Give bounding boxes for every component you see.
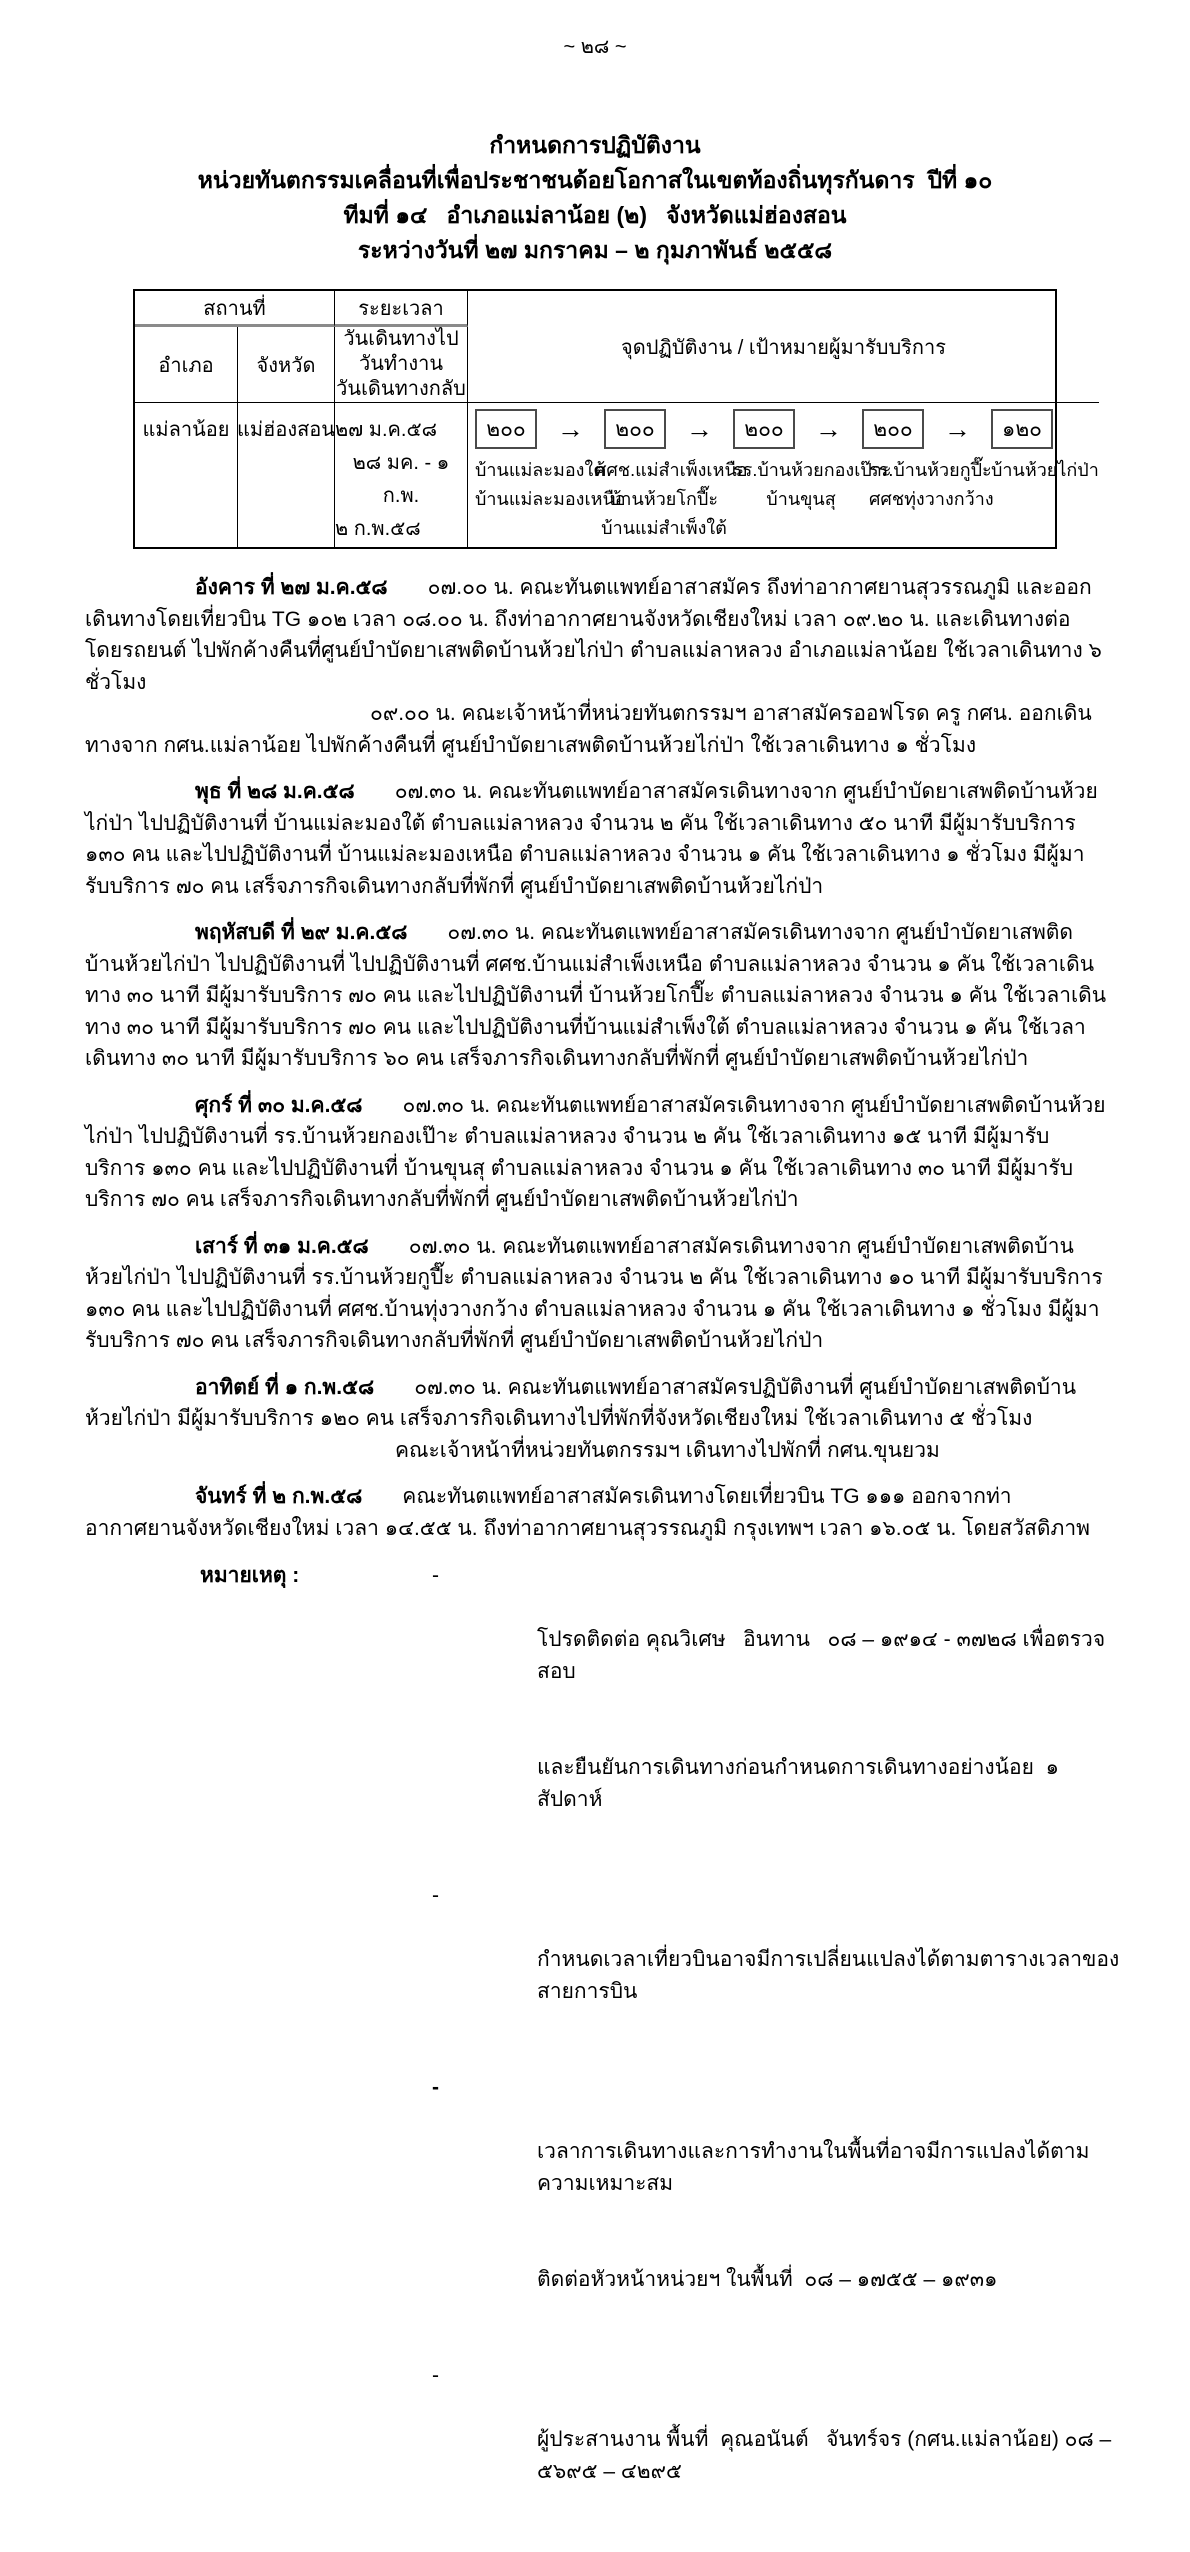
note-text (537, 2360, 1135, 2552)
table-header-province: จังหวัด (238, 327, 335, 403)
day-header: ศุกร์ ที่ ๓๐ ม.ค.๕๘ (195, 1093, 363, 1117)
day-body: ๐๗.๓๐ น. คณะทันตแพทย์อาสาสมัครเดินทางจาก ศูนย์บำบัดยาเสพติดบ้านห้วยไก่ป่า ไปปฏิบัติงานที่ บ้านแม่ละมองใต้ ตำบลแม่ลาหลวง จำนวน ๒ คัน ใช้เวลาเดินทาง ๕๐ นาที มีผู้มารับบริการ ๑๓๐ คน และไปปฏิบัติงานที่ บ้านแม่ละมองเหนือ ตำบลแม่ลาหลวง จำนวน ๑ คัน ใช้เวลาเดินทาง ๑ ชั่วโมง มีผู้มารับบริการ ๗๐ คน เสร็จภารกิจเดินทางกลับที่พักที่ ศูนย์บำบัดยาเสพติดบ้านห้วยไก่ป่า (85, 780, 1098, 898)
schedule-paragraph-monday (85, 1481, 1107, 1544)
table-header-period: ระยะเวลา (335, 291, 468, 327)
note-dash: - (432, 1884, 439, 1907)
flow-arrow-icon: → (944, 414, 971, 444)
location-label: ศศชทุ่งวางกว้าง (869, 489, 994, 509)
period-sub-return: วันเดินทางกลับ (336, 378, 466, 400)
cell-district: แม่ลาน้อย (135, 403, 238, 547)
note-dash: - (432, 2076, 439, 2099)
location-label: บ้านขุนสุ (766, 489, 836, 509)
period-line-3: ๒ ก.พ.๕๘ (335, 518, 421, 540)
target-flow (475, 409, 1053, 449)
day-body: ๐๗.๐๐ น. คณะทันตแพทย์อาสาสมัคร ถึงท่าอากาศยานสุวรรณภูมิ และออกเดินทางโดยเที่ยวบิน TG ๑๐๒ เวลา ๐๘.๐๐ น. ถึงท่าอากาศยานจังหวัดเชียงใหม่ เวลา ๐๙.๒๐ น. และเดินทางต่อโดยรถยนต์ ไปพักค้างคืนที่ศูนย์บำบัดยาเสพติดบ้านห้วยไก่ป่า ตำบลแม่ลาหลวง อำเภอแม่ลาน้อย ใช้เวลาเดินทาง ๖ ชั่วโมง (85, 576, 1102, 694)
flow-arrow-icon: → (815, 414, 842, 444)
day-body: คณะทันตแพทย์อาสาสมัครเดินทางโดยเที่ยวบิน TG ๑๑๑ ออกจากท่าอากาศยานจังหวัดเชียงใหม่ เวลา ๑๔.๕๕ น. ถึงท่าอากาศยานสุวรรณภูมิ กรุงเทพฯ เวลา ๑๖.๐๕ น. โดยสวัสดิภาพ (85, 1485, 1090, 1540)
period-line-2: ๒๘ มค. - ๑ ก.พ. (352, 452, 450, 507)
schedule-paragraph-sunday (85, 1372, 1107, 1435)
schedule-paragraph-saturday (85, 1231, 1107, 1357)
location-col-5 (991, 456, 1099, 543)
schedule-paragraph-thursday (85, 917, 1107, 1075)
notes-label: หมายเหตุ : (200, 1564, 300, 1587)
day-header: เสาร์ ที่ ๓๑ ม.ค.๕๘ (195, 1234, 369, 1258)
location-label: รร.บ้านห้วยกูปี๊ะ (869, 460, 992, 480)
day-body: ๐๗.๓๐ น. คณะทันตแพทย์อาสาสมัครเดินทางจาก ศูนย์บำบัดยาเสพติดบ้านห้วยไก่ป่า ไปปฏิบัติงานที่ รร.บ้านห้วยกองเป๊าะ ตำบลแม่ลาหลวง จำนวน ๒ คัน ใช้เวลาเดินทาง ๑๕ นาที มีผู้มารับบริการ ๑๓๐ คน และไปปฏิบัติงานที่ บ้านขุนสุ ตำบลแม่ลาหลวง จำนวน ๑ คัน ใช้เวลาเดินทาง ๓๐ นาที มีผู้มารับบริการ ๗๐ คน เสร็จภารกิจเดินทางกลับที่พักที่ ศูนย์บำบัดยาเสพติดบ้านห้วยไก่ป่า (85, 1093, 1106, 1211)
schedule-paragraph-tuesday-2 (85, 698, 1107, 761)
note-line: ติดต่อหัวหน้าหน่วยฯ ในพื้นที่ ๐๘ – ๑๗๕๕ – ๑๙๓๑ (537, 2268, 998, 2291)
cell-period (335, 403, 468, 547)
title-line-1: กำหนดการปฏิบัติงาน (489, 132, 701, 158)
cell-province: แม่ฮ่องสอน (238, 403, 335, 547)
target-box-3: ๒๐๐ (733, 409, 795, 449)
day-header: อาทิตย์ ที่ ๑ ก.พ.๕๘ (195, 1375, 375, 1399)
day-body: ๐๗.๓๐ น. คณะทันตแพทย์อาสาสมัครเดินทางจาก ศูนย์บำบัดยาเสพติดบ้านห้วยไก่ป่า ไปปฏิบัติงานที่ ไปปฏิบัติงานที่ ศศช.บ้านแม่สำเพ็งเหนือ ตำบลแม่ลาหลวง จำนวน ๑ คัน ใช้เวลาเดินทาง ๓๐ นาที มีผู้มารับบริการ ๗๐ คน และไปปฏิบัติงานที่ บ้านห้วยโกปี๊ะ ตำบลแม่ลาหลวง จำนวน ๑ คัน ใช้เวลาเดินทาง ๓๐ นาที มีผู้มารับบริการ ๗๐ คน และไปปฏิบัติงานที่บ้านแม่สำเพ็งใต้ ตำบลแม่ลาหลวง จำนวน ๑ คัน ใช้เวลาเดินทาง ๓๐ นาที มีผู้มารับบริการ ๖๐ คน เสร็จภารกิจเดินทางกลับที่พักที่ ศูนย์บำบัดยาเสพติดบ้านห้วยไก่ป่า (85, 921, 1107, 1070)
note-row-1 (85, 1560, 1135, 1880)
location-col-4 (869, 456, 994, 543)
location-col-1 (475, 456, 626, 543)
period-line-1: ๒๗ ม.ค.๕๘ (335, 419, 438, 441)
target-box-5: ๑๒๐ (991, 409, 1053, 449)
location-label: บ้านแม่สำเพ็งใต้ (601, 518, 727, 538)
note-row-2 (85, 1880, 1135, 2072)
day-body: ๐๗.๓๐ น. คณะทันตแพทย์อาสาสมัครปฏิบัติงานที่ ศูนย์บำบัดยาเสพติดบ้านห้วยไก่ป่า มีผู้มารับบริการ ๑๒๐ คน เสร็จภารกิจเดินทางไปที่พักที่จังหวัดเชียงใหม่ ใช้เวลาเดินทาง ๕ ชั่วโมง (85, 1375, 1077, 1430)
title-line-2: หน่วยทันตกรรมเคลื่อนที่เพื่อประชาชนด้อยโอกาสในเขตท้องถิ่นทุรกันดาร ปีที่ ๑๐ (197, 167, 993, 193)
target-box-1: ๒๐๐ (475, 409, 537, 449)
day-body: ๐๙.๐๐ น. คณะเจ้าหน้าที่หน่วยทันตกรรมฯ อาสาสมัครออฟโรด ครู กศน. ออกเดินทางจาก กศน.แม่ลาน้อย ไปพักค้างคืนที่ ศูนย์บำบัดยาเสพติดบ้านห้วยไก่ป่า ใช้เวลาเดินทาง ๑ ชั่วโมง (85, 702, 1092, 757)
note-row-4 (85, 2360, 1135, 2552)
table-header-district: อำเภอ (135, 327, 238, 403)
day-header: พุธ ที่ ๒๘ ม.ค.๕๘ (195, 780, 355, 803)
note-dash: - (432, 2364, 439, 2387)
day-header: จันทร์ ที่ ๒ ก.พ.๕๘ (195, 1485, 363, 1508)
location-label: ศศช.แม่สำเพ็งเหนือ (595, 460, 748, 480)
location-col-3 (733, 456, 892, 543)
note-row-3 (85, 2072, 1135, 2360)
location-label: บ้านแม่ละมองเหนือ (475, 489, 626, 509)
note-dash: - (432, 1564, 439, 1587)
schedule-paragraph-sunday-2 (85, 1435, 1107, 1467)
document-title (0, 128, 1190, 268)
notes-section (85, 1560, 1135, 2552)
flow-arrow-icon: → (557, 414, 584, 444)
location-label: บ้านห้วยโกปี๊ะ (609, 489, 719, 509)
schedule-table (133, 289, 1099, 549)
period-sub-work: วันทำงาน (359, 353, 443, 375)
period-sub-go: วันเดินทางไป (343, 328, 459, 350)
schedule-paragraph-wednesday (85, 776, 1107, 902)
flow-arrow-icon: → (686, 414, 713, 444)
schedule-paragraph-friday (85, 1090, 1107, 1216)
note-line: กำหนดเวลาเที่ยวบินอาจมีการเปลี่ยนแปลงได้ตามตารางเวลาของสายการบิน (537, 1948, 1120, 2003)
day-header: พฤหัสบดี ที่ ๒๙ ม.ค.๕๘ (195, 921, 408, 944)
note-line: โปรดติดต่อ คุณวิเศษ อินทาน ๐๘ – ๑๙๑๔ - ๓๗๒๘ เพื่อตรวจสอบ (537, 1628, 1106, 1683)
table-header-operation: จุดปฏิบัติงาน / เป้าหมายผู้มารับบริการ (468, 291, 1099, 403)
day-header: อังคาร ที่ ๒๗ ม.ค.๕๘ (195, 576, 388, 599)
day-body: ๐๗.๓๐ น. คณะทันตแพทย์อาสาสมัครเดินทางจาก ศูนย์บำบัดยาเสพติดบ้านห้วยไก่ป่า ไปปฏิบัติงานที่ รร.บ้านห้วยกูปี๊ะ ตำบลแม่ลาหลวง จำนวน ๒ คัน ใช้เวลาเดินทาง ๑๐ นาที มีผู้มารับบริการ ๑๓๐ คน และไปปฏิบัติงานที่ ศศช.บ้านทุ่งวางกว้าง ตำบลแม่ลาหลวง จำนวน ๑ คัน ใช้เวลาเดินทาง ๑ ชั่วโมง มีผู้มารับบริการ ๗๐ คน เสร็จภารกิจเดินทางกลับที่พักที่ ศูนย์บำบัดยาเสพติดบ้านห้วยไก่ป่า (85, 1234, 1103, 1352)
location-label: บ้านห้วยไก่ป่า (991, 460, 1099, 480)
title-line-3: ทีมที่ ๑๔ อำเภอแม่ลาน้อย (๒) จังหวัดแม่ฮ่องสอน (343, 202, 847, 228)
note-text (537, 2072, 1135, 2360)
target-box-2: ๒๐๐ (604, 409, 666, 449)
note-line: เวลาการเดินทางและการทำงานในพื้นที่อาจมีการแปลงได้ตามความเหมาะสม (537, 2140, 1090, 2195)
target-box-4: ๒๐๐ (862, 409, 924, 449)
table-header-location: สถานที่ (135, 291, 335, 327)
page-number: ~ ๒๘ ~ (563, 36, 627, 58)
location-col-2 (595, 456, 748, 543)
title-line-4: ระหว่างวันที่ ๒๗ มกราคม – ๒ กุมภาพันธ์ ๒๕๕๘ (357, 237, 833, 263)
location-label: รร.บ้านห้วยกองเป๊าะ (733, 460, 892, 480)
note-line: ผู้ประสานงาน พื้นที่ คุณอนันต์ จันทร์จร (กศน.แม่ลาน้อย) ๐๘ – ๕๖๙๕ – ๔๒๙๕ (537, 2428, 1118, 2483)
schedule-paragraph-tuesday (85, 572, 1107, 698)
note-line: และยืนยันการเดินทางก่อนกำหนดการเดินทางอย่างน้อย ๑ สัปดาห์ (537, 1756, 1071, 1811)
location-label: บ้านแม่ละมองใต้ (475, 460, 605, 480)
day-body: คณะเจ้าหน้าที่หน่วยทันตกรรมฯ เดินทางไปพักที่ กศน.ขุนยวม (395, 1438, 940, 1462)
table-header-period-sub (335, 327, 468, 403)
location-labels (475, 456, 1099, 543)
note-text (537, 1560, 1135, 1880)
note-text (537, 1880, 1135, 2072)
cell-operation-flow (468, 403, 1099, 547)
